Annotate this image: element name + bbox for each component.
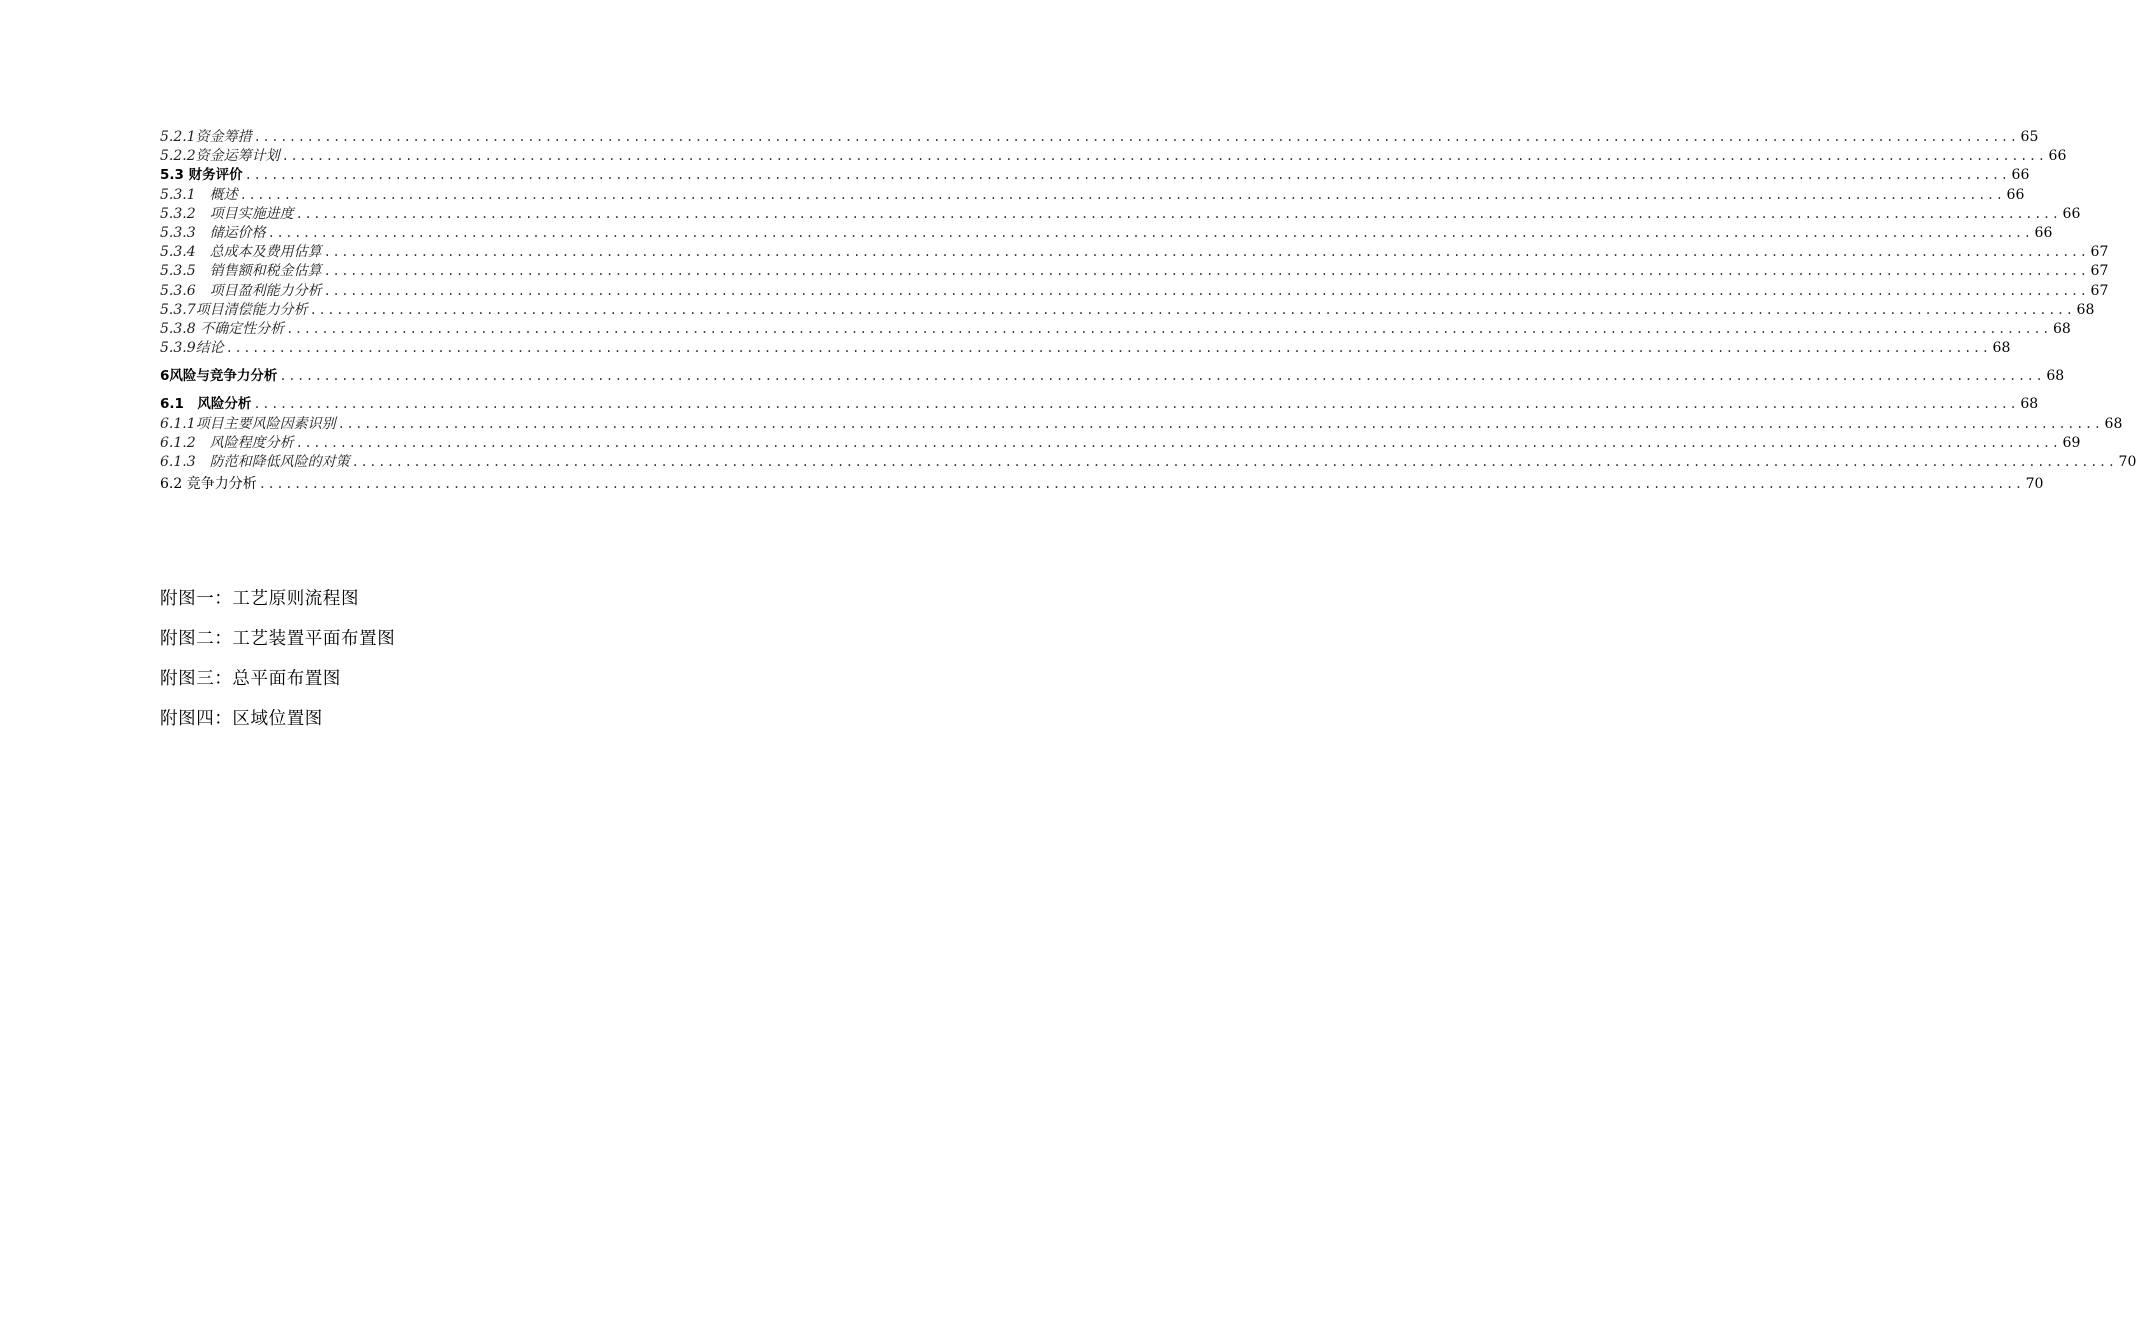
toc-entry-page: 67 <box>2090 244 2109 261</box>
appendix-item: 附图一：工艺原则流程图 <box>160 589 360 609</box>
toc-entry-title: 5.3.9结论 <box>160 340 224 357</box>
appendix-item: 附图四：区域位置图 <box>160 709 323 729</box>
toc-entry-page: 66 <box>2048 148 2067 165</box>
toc-entry-title: 5.3.1 概述 <box>160 186 238 203</box>
toc-entry[interactable] <box>160 205 2081 224</box>
toc-entry[interactable] <box>160 475 2044 494</box>
toc-entry-page: 67 <box>2090 263 2109 280</box>
toc-entry-title: 5.3.6 项目盈利能力分析 <box>160 282 322 299</box>
toc-entry-page: 67 <box>2090 282 2109 299</box>
toc-entry[interactable] <box>160 434 2081 453</box>
toc-entry-page: 68 <box>2104 415 2123 432</box>
toc-entry[interactable] <box>160 339 2011 358</box>
toc-entry[interactable] <box>160 166 2030 185</box>
appendix-item: 附图三：总平面布置图 <box>160 669 341 689</box>
toc-entry[interactable] <box>160 395 2039 414</box>
toc-leader-dots: ........................................................................................................................................................................................................ <box>239 187 2005 202</box>
toc-leader-dots: ........................................................................................................................................................................................................ <box>337 416 2103 431</box>
toc-entry-title: 5.2.1资金筹措 <box>160 129 252 145</box>
toc-entry-title: 6风险与竞争力分析 <box>160 368 278 385</box>
toc-entry[interactable] <box>160 320 2071 339</box>
toc-leader-dots: ........................................................................................................................................................................................................ <box>323 264 2089 279</box>
toc-entry-title: 5.3.7项目清偿能力分析 <box>160 301 308 318</box>
toc-entry-page: 66 <box>2034 224 2053 241</box>
toc-leader-dots: ........................................................................................................................................................................................................ <box>295 206 2061 221</box>
toc-entry-page: 68 <box>2076 301 2095 318</box>
toc-leader-dots: ........................................................................................................................................................................................................ <box>323 245 2089 260</box>
toc-entry[interactable] <box>160 301 2095 320</box>
toc-leader-dots: ........................................................................................................................................................................................................ <box>351 455 2117 469</box>
toc-leader-dots: ........................................................................................................................................................................................................ <box>286 321 2051 336</box>
toc-entry-title: 5.3 财务评价 <box>160 167 243 184</box>
toc-entry-page: 65 <box>2020 129 2039 145</box>
toc-leader-dots: ........................................................................................................................................................................................................ <box>281 149 2047 164</box>
toc-entry-title: 6.1 风险分析 <box>160 396 252 413</box>
toc-entry[interactable] <box>160 224 2053 243</box>
toc-entry-page: 69 <box>2062 434 2081 451</box>
toc-leader-dots: ........................................................................................................................................................................................................ <box>323 283 2089 298</box>
toc-entry-page: 68 <box>2053 320 2071 337</box>
toc-leader-dots: ........................................................................................................................................................................................................ <box>225 341 1991 356</box>
toc-entry[interactable] <box>160 453 2136 472</box>
toc-leader-dots: ........................................................................................................................................................................................................ <box>309 302 2075 317</box>
toc-entry-title: 6.1.1项目主要风险因素识别 <box>160 415 336 432</box>
toc-entry[interactable] <box>160 128 2039 147</box>
toc-entry-page: 66 <box>2062 205 2081 222</box>
toc-entry-title: 6.2 竞争力分析 <box>160 476 257 493</box>
toc-entry-page: 66 <box>2011 167 2030 184</box>
toc-entry-title: 5.3.3 储运价格 <box>160 224 266 241</box>
toc-entry-page: 70 <box>2025 476 2044 493</box>
toc-entry-page: 68 <box>2020 396 2039 413</box>
toc-entry[interactable] <box>160 243 2109 262</box>
toc-leader-dots: ........................................................................................................................................................................................................ <box>267 225 2033 240</box>
toc-leader-dots: ........................................................................................................................................................................................................ <box>295 435 2061 450</box>
appendix-item: 附图二：工艺装置平面布置图 <box>160 629 396 649</box>
toc-entry-page: 70 <box>2118 454 2136 470</box>
table-of-contents <box>160 128 2136 494</box>
toc-entry[interactable] <box>160 415 2123 434</box>
toc-entry-title: 5.3.8 不确定性分析 <box>160 320 285 337</box>
toc-leader-dots: ........................................................................................................................................................................................................ <box>253 397 2019 412</box>
toc-leader-dots: ........................................................................................................................................................................................................ <box>244 168 2010 183</box>
toc-entry-title: 6.1.3 防范和降低风险的对策 <box>160 454 350 470</box>
toc-entry-title: 5.3.2 项目实施进度 <box>160 205 294 222</box>
toc-entry-page: 66 <box>2006 186 2025 203</box>
toc-entry-title: 5.3.5 销售额和税金估算 <box>160 263 322 280</box>
toc-entry[interactable] <box>160 282 2109 301</box>
toc-entry[interactable] <box>160 262 2109 281</box>
toc-entry-title: 5.3.4 总成本及费用估算 <box>160 244 322 261</box>
toc-leader-dots: ........................................................................................................................................................................................................ <box>258 477 2024 492</box>
toc-entry[interactable] <box>160 147 2067 166</box>
toc-entry-title: 6.1.2 风险程度分析 <box>160 434 294 451</box>
toc-leader-dots: ........................................................................................................................................................................................................ <box>253 130 2019 144</box>
toc-entry[interactable] <box>160 186 2025 205</box>
toc-entry[interactable] <box>160 367 2065 386</box>
toc-entry-title: 5.2.2资金运筹计划 <box>160 148 280 165</box>
toc-entry-page: 68 <box>2046 368 2065 385</box>
toc-entry-page: 68 <box>1992 340 2011 357</box>
toc-leader-dots: ........................................................................................................................................................................................................ <box>279 369 2045 384</box>
appendix-figure-list <box>160 586 395 746</box>
